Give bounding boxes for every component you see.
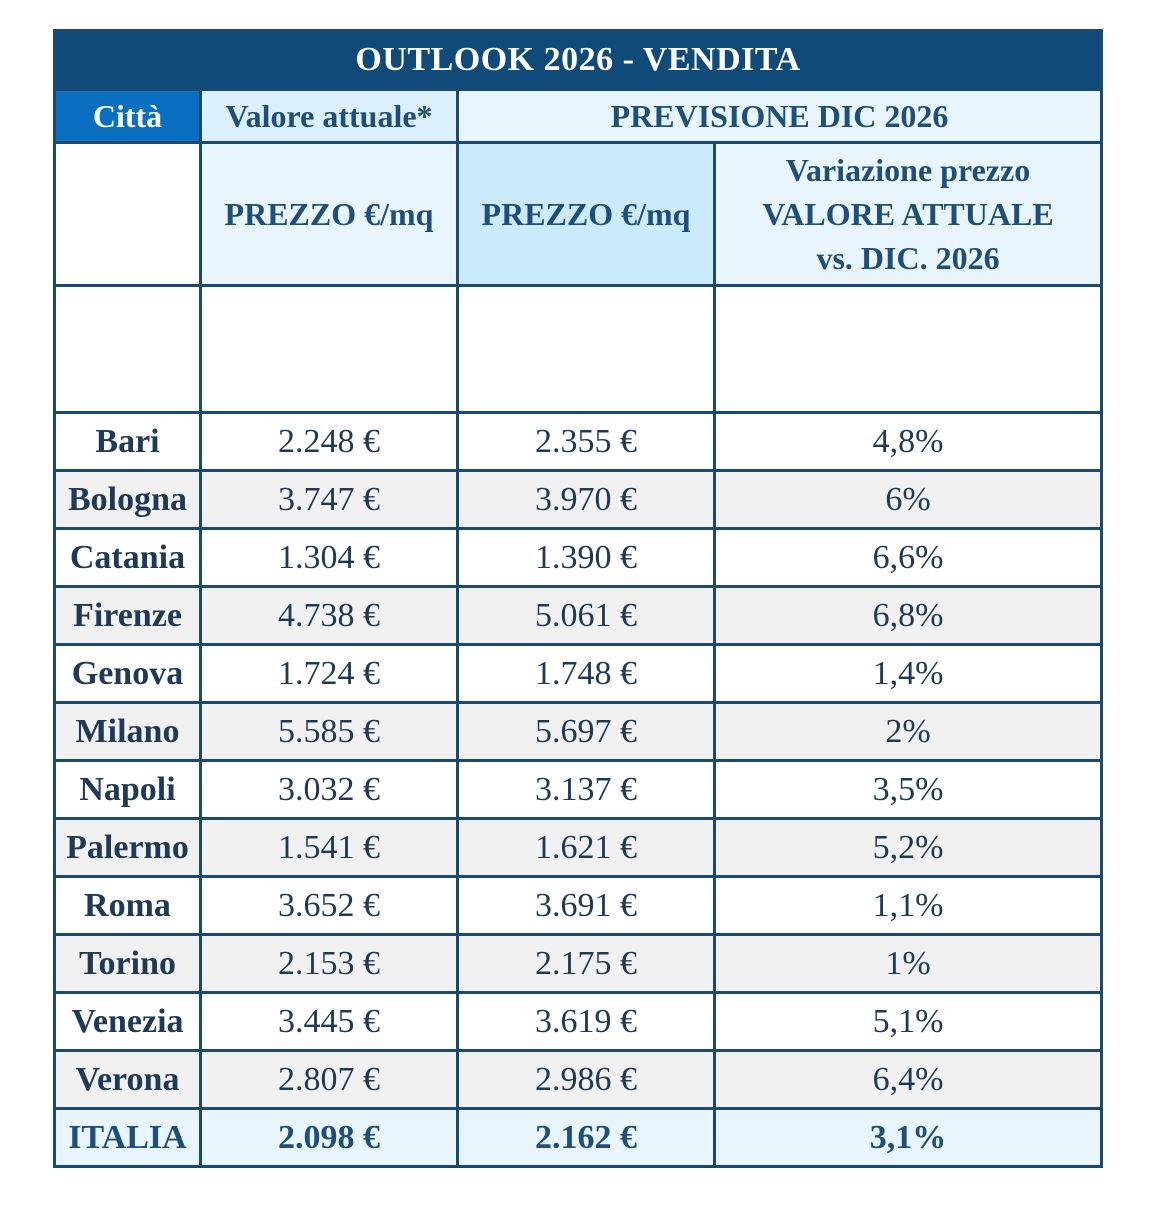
row-forecast-price: 5.697 € (458, 703, 715, 761)
header-city: Città (55, 90, 201, 143)
row-variation: 6,6% (715, 529, 1102, 587)
table-row (55, 471, 1102, 529)
row-forecast-price: 1.621 € (458, 819, 715, 877)
table-row (55, 587, 1102, 645)
row-forecast-price: 3.970 € (458, 471, 715, 529)
row-current-price: 1.541 € (201, 819, 458, 877)
row-current-price: 2.248 € (201, 413, 458, 471)
header-forecast: PREVISIONE DIC 2026 (458, 90, 1102, 143)
total-variation: 3,1% (715, 1109, 1102, 1167)
header-current-value: Valore attuale* (201, 90, 458, 143)
row-variation: 6,8% (715, 587, 1102, 645)
variation-line-3: vs. DIC. 2026 (816, 240, 1000, 276)
row-variation: 5,1% (715, 993, 1102, 1051)
total-current: 2.098 € (201, 1109, 458, 1167)
row-city: Milano (55, 703, 201, 761)
row-variation: 2% (715, 703, 1102, 761)
row-city: Torino (55, 935, 201, 993)
subheader-price-forecast: PREZZO €/mq (458, 143, 715, 286)
table-row (55, 703, 1102, 761)
subheader-variation (715, 143, 1102, 286)
table-row (55, 645, 1102, 703)
table-row (55, 993, 1102, 1051)
row-forecast-price: 1.390 € (458, 529, 715, 587)
row-current-price: 3.652 € (201, 877, 458, 935)
row-city: Venezia (55, 993, 201, 1051)
table-row (55, 1051, 1102, 1109)
row-variation: 5,2% (715, 819, 1102, 877)
row-forecast-price: 2.355 € (458, 413, 715, 471)
blank-cell (458, 286, 715, 413)
row-city: Roma (55, 877, 201, 935)
row-city: Bologna (55, 471, 201, 529)
row-current-price: 3.032 € (201, 761, 458, 819)
outlook-table-container (53, 29, 1100, 1168)
row-variation: 1,1% (715, 877, 1102, 935)
row-current-price: 2.807 € (201, 1051, 458, 1109)
row-current-price: 3.747 € (201, 471, 458, 529)
row-variation: 3,5% (715, 761, 1102, 819)
row-forecast-price: 3.691 € (458, 877, 715, 935)
row-city: Napoli (55, 761, 201, 819)
table-row (55, 935, 1102, 993)
row-forecast-price: 3.137 € (458, 761, 715, 819)
row-forecast-price: 5.061 € (458, 587, 715, 645)
row-city: Palermo (55, 819, 201, 877)
total-city: ITALIA (55, 1109, 201, 1167)
table-row (55, 761, 1102, 819)
row-forecast-price: 2.175 € (458, 935, 715, 993)
row-city: Bari (55, 413, 201, 471)
row-current-price: 2.153 € (201, 935, 458, 993)
subheader-empty (55, 143, 201, 286)
row-current-price: 1.304 € (201, 529, 458, 587)
variation-line-2: VALORE ATTUALE (762, 196, 1054, 232)
row-current-price: 4.738 € (201, 587, 458, 645)
blank-cell (201, 286, 458, 413)
row-variation: 6,4% (715, 1051, 1102, 1109)
table-title: OUTLOOK 2026 - VENDITA (55, 31, 1102, 90)
blank-cell (55, 286, 201, 413)
total-forecast: 2.162 € (458, 1109, 715, 1167)
row-city: Genova (55, 645, 201, 703)
row-variation: 1,4% (715, 645, 1102, 703)
row-variation: 6% (715, 471, 1102, 529)
row-current-price: 3.445 € (201, 993, 458, 1051)
variation-line-1: Variazione prezzo (785, 152, 1031, 188)
table-body (55, 413, 1102, 1109)
total-row (55, 1109, 1102, 1167)
row-variation: 4,8% (715, 413, 1102, 471)
row-forecast-price: 2.986 € (458, 1051, 715, 1109)
outlook-table (53, 29, 1103, 1168)
blank-cell (715, 286, 1102, 413)
row-forecast-price: 3.619 € (458, 993, 715, 1051)
table-row (55, 877, 1102, 935)
table-row (55, 529, 1102, 587)
row-city: Firenze (55, 587, 201, 645)
row-city: Verona (55, 1051, 201, 1109)
table-row (55, 413, 1102, 471)
row-current-price: 1.724 € (201, 645, 458, 703)
row-forecast-price: 1.748 € (458, 645, 715, 703)
subheader-price-current: PREZZO €/mq (201, 143, 458, 286)
row-current-price: 5.585 € (201, 703, 458, 761)
row-city: Catania (55, 529, 201, 587)
table-row (55, 819, 1102, 877)
row-variation: 1% (715, 935, 1102, 993)
